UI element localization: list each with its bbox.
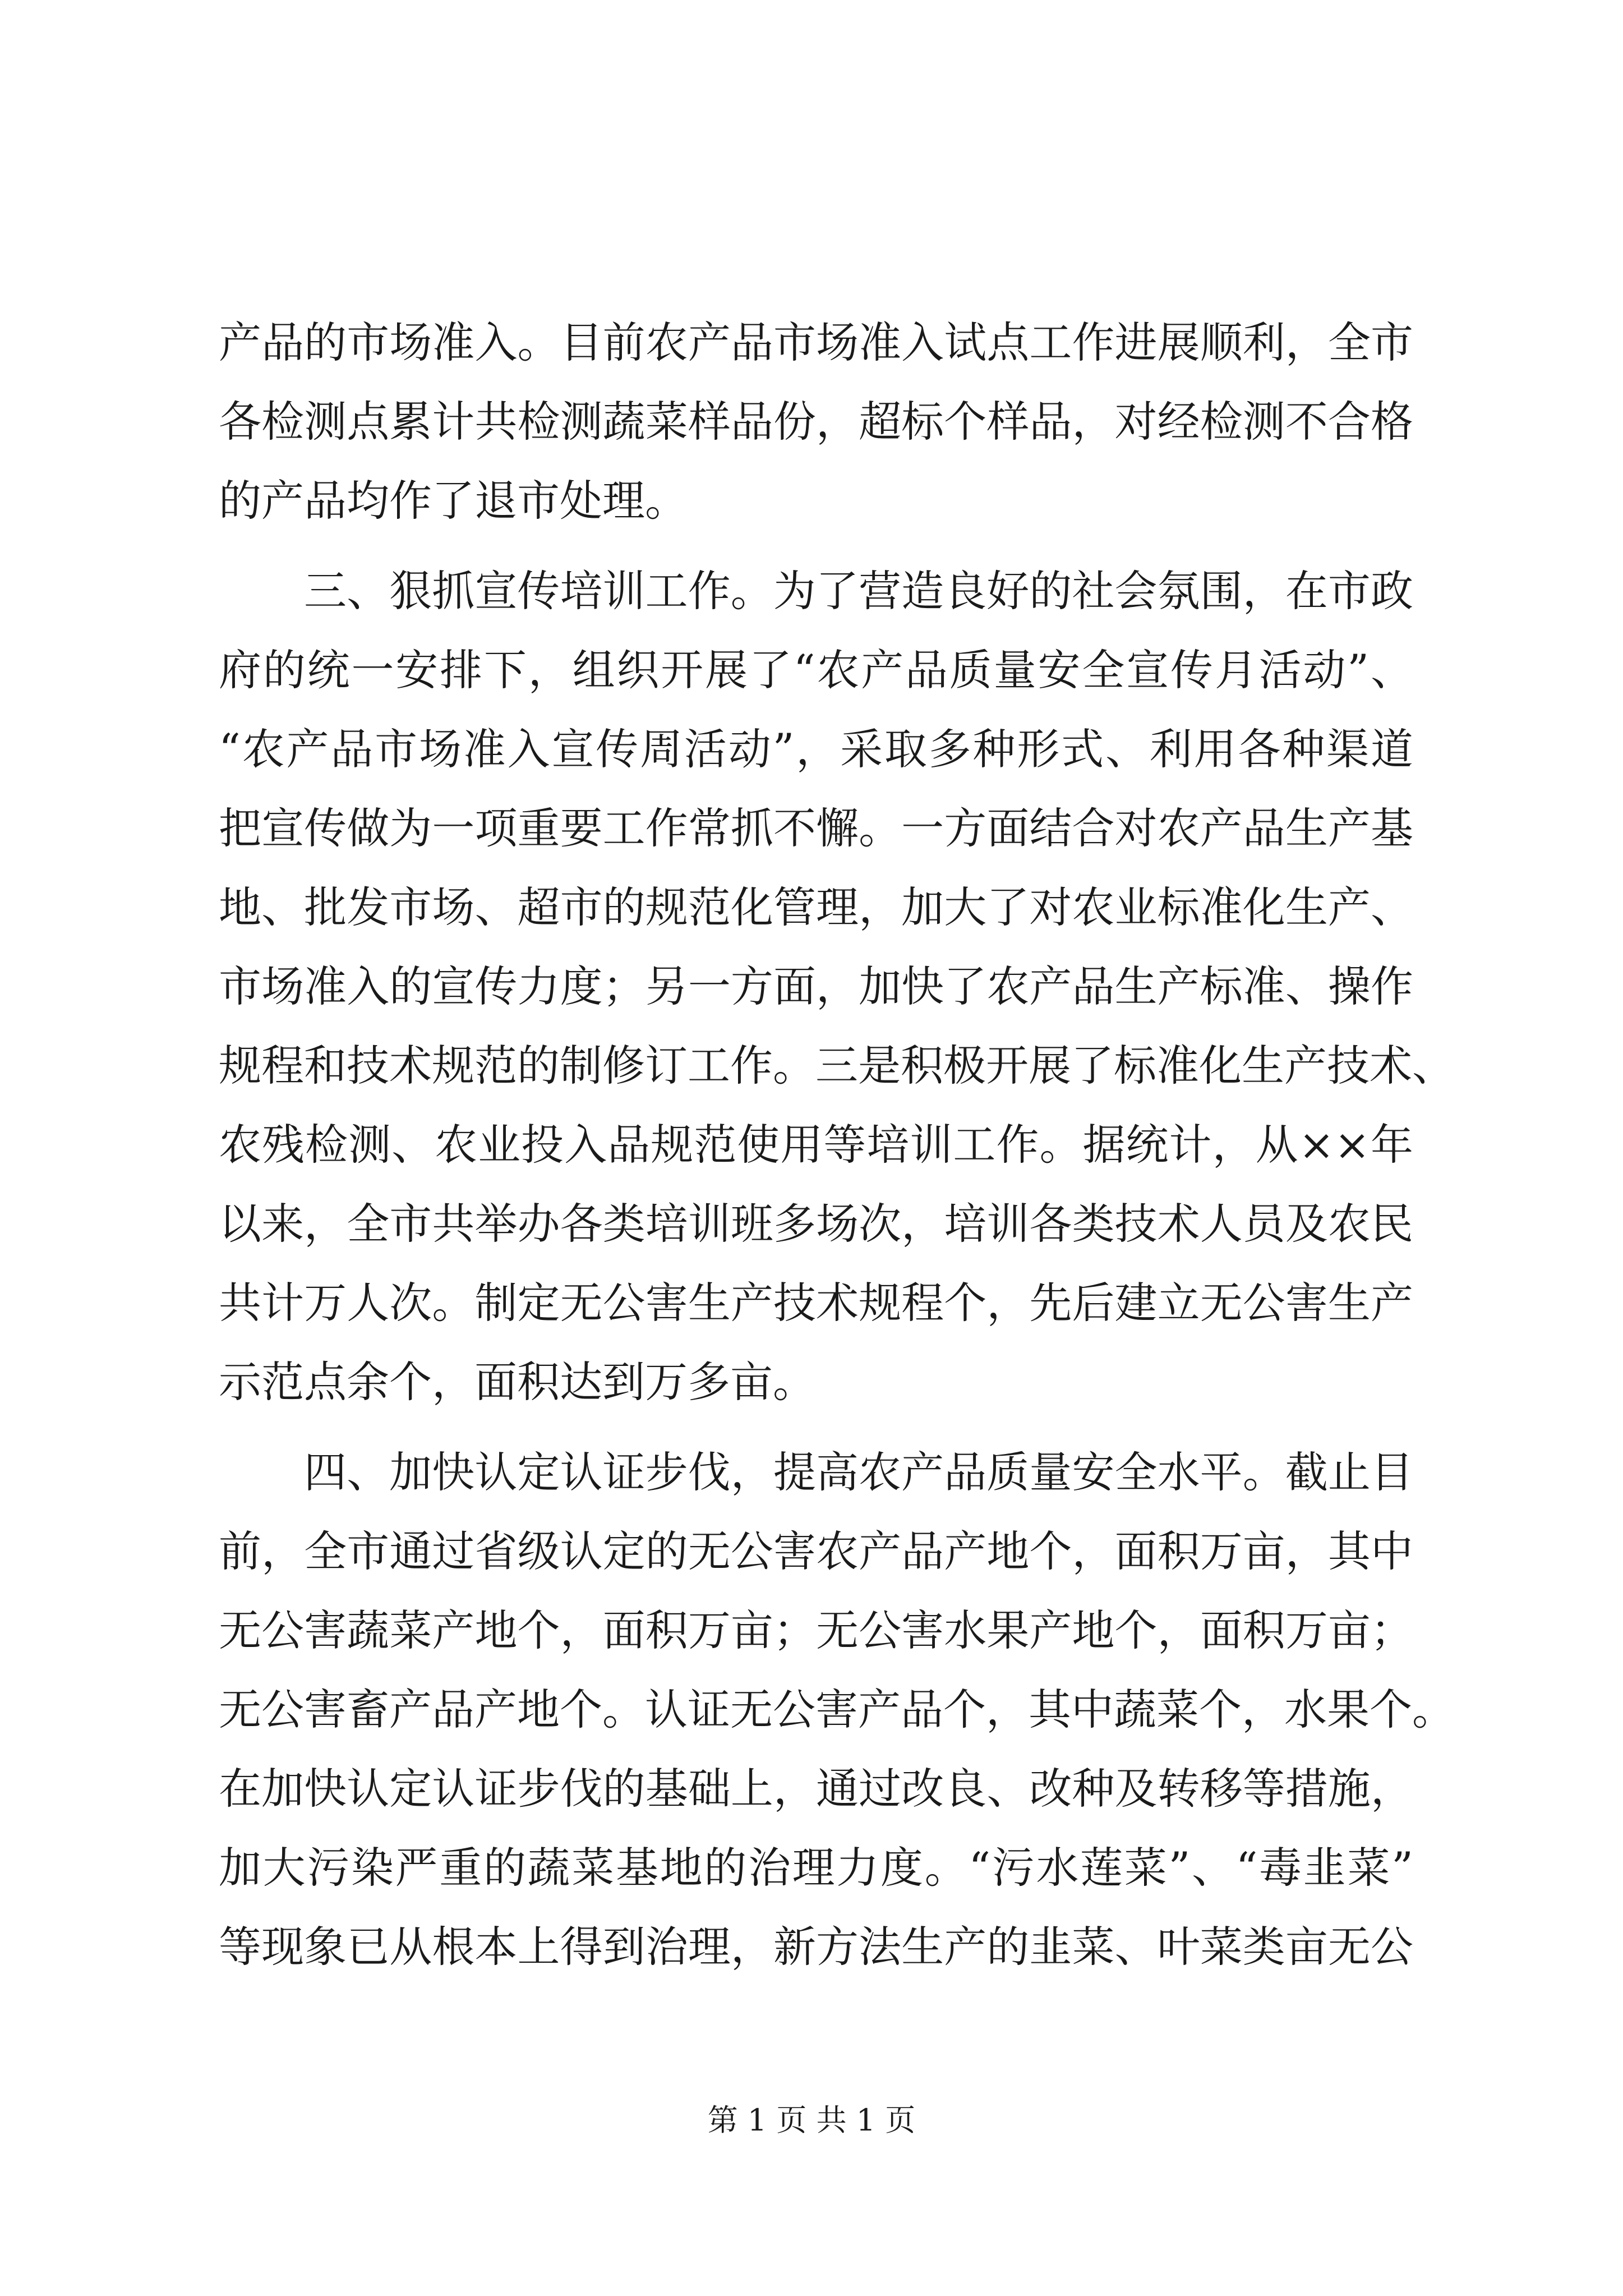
paragraph-2-line-4: 把宣传做为一项重要工作常抓不懈。一方面结合对农产品生产基 bbox=[219, 803, 1413, 853]
page-number-label: 第 1 页 共 1 页 bbox=[707, 2102, 916, 2138]
paragraph-2-line-9: 以来，全市共举办各类培训班多场次，培训各类技术人员及农民 bbox=[219, 1199, 1413, 1249]
document-body bbox=[219, 303, 1455, 1986]
page-footer bbox=[0, 2101, 1623, 2140]
paragraph-1-line-3: 的产品均作了退市处理。 bbox=[219, 476, 688, 526]
paragraph-3-line-7: 等现象已从根本上得到治理，新方法生产的韭菜、叶菜类亩无公 bbox=[219, 1922, 1413, 1972]
paragraph-2-line-1: 三、狠抓宣传培训工作。为了营造良好的社会氛围，在市政 bbox=[304, 566, 1413, 616]
paragraph-3-line-5: 在加快认定认证步伐的基础上，通过改良、改种及转移等措施， bbox=[219, 1764, 1413, 1814]
paragraph-2-line-8: 农残检测、农业投入品规范使用等培训工作。据统计，从××年 bbox=[219, 1120, 1413, 1170]
paragraph-2-line-7: 规程和技术规范的制修订工作。三是积极开展了标准化生产技术、 bbox=[219, 1041, 1455, 1091]
paragraph-3-line-1: 四、加快认定认证步伐，提高农产品质量安全水平。截止目 bbox=[304, 1447, 1413, 1497]
paragraph-2-line-11: 示范点余个，面积达到万多亩。 bbox=[219, 1357, 815, 1407]
paragraph-3-line-6: 加大污染严重的蔬菜基地的治理力度。“污水莲菜”、“毒韭菜” bbox=[219, 1843, 1413, 1893]
paragraph-3-line-4: 无公害畜产品产地个。认证无公害产品个，其中蔬菜个，水果个。 bbox=[219, 1685, 1455, 1734]
paragraph-3-line-2: 前，全市通过省级认定的无公害农产品产地个，面积万亩，其中 bbox=[219, 1526, 1413, 1576]
paragraph-1-line-2: 各检测点累计共检测蔬菜样品份，超标个样品，对经检测不合格 bbox=[219, 397, 1413, 447]
paragraph-2-line-6: 市场准入的宣传力度；另一方面，加快了农产品生产标准、操作 bbox=[219, 961, 1413, 1011]
paragraph-2-line-3: “农产品市场准入宣传周活动”，采取多种形式、利用各种渠道 bbox=[219, 724, 1413, 774]
paragraph-2-line-10: 共计万人次。制定无公害生产技术规程个，先后建立无公害生产 bbox=[219, 1278, 1413, 1328]
paragraph-3-line-3: 无公害蔬菜产地个，面积万亩；无公害水果产地个，面积万亩； bbox=[219, 1605, 1413, 1655]
paragraph-1-line-1: 产品的市场准入。目前农产品市场准入试点工作进展顺利，全市 bbox=[219, 318, 1413, 367]
paragraph-2-line-2: 府的统一安排下，组织开展了“农产品质量安全宣传月活动”、 bbox=[219, 645, 1413, 695]
paragraph-2-line-5: 地、批发市场、超市的规范化管理，加大了对农业标准化生产、 bbox=[219, 882, 1413, 932]
